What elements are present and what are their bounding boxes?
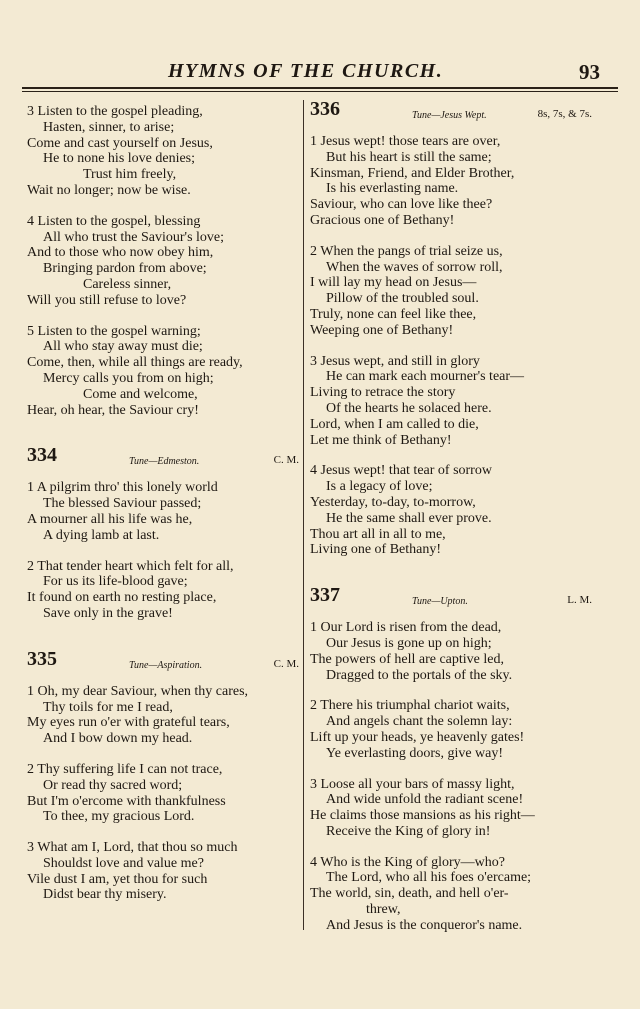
hymn-heading xyxy=(310,584,592,612)
verse-spacer xyxy=(27,418,299,450)
verse-spacer xyxy=(27,622,299,654)
hymn-line: Lift up your heads, ye heavenly gates! xyxy=(310,729,525,745)
column-divider xyxy=(303,100,304,930)
verse xyxy=(310,855,592,934)
hymn-line: Or read thy sacred word; xyxy=(43,777,183,793)
hymn-line: 2 When the pangs of trial seize us, xyxy=(310,243,503,259)
hymn-line: Trust him freely, xyxy=(83,167,177,183)
verse xyxy=(310,244,592,339)
hymn-line: All who trust the Saviour's love; xyxy=(43,229,225,245)
verse xyxy=(310,620,592,683)
hymn-line: 4 Who is the King of glory—who? xyxy=(310,854,505,870)
verse xyxy=(27,684,299,747)
hymn-line: Save only in the grave! xyxy=(43,605,173,621)
hymn-line: Wait no longer; now be wise. xyxy=(27,182,191,198)
page-header xyxy=(0,60,640,90)
hymn-line: Hear, oh hear, the Saviour cry! xyxy=(27,402,199,418)
hymn-line: The powers of hell are captive led, xyxy=(310,651,504,667)
hymn-heading xyxy=(27,647,299,676)
hymn-line: 2 There his triumphal chariot waits, xyxy=(310,698,510,714)
right-column xyxy=(310,98,592,934)
hymn-number: 337 xyxy=(310,584,340,607)
verse xyxy=(27,214,299,309)
verse-spacer xyxy=(27,825,299,840)
tune-name: Tune—Edmeston. xyxy=(129,456,200,468)
hymn-number: 335 xyxy=(27,647,57,670)
hymn-line: 3 Listen to the gospel pleading, xyxy=(27,104,203,119)
meter-label: C. M. xyxy=(273,657,299,670)
tune-name: Tune—Jesus Wept. xyxy=(412,110,487,121)
hymn-line: And to those who now obey him, xyxy=(27,245,214,261)
hymn-line: threw, xyxy=(366,902,401,918)
hymn-line: Living one of Bethany! xyxy=(310,542,442,558)
hymn-line: My eyes run o'er with grateful tears, xyxy=(27,715,230,731)
hymn-line: To thee, my gracious Lord. xyxy=(43,809,195,825)
hymn-number: 334 xyxy=(27,444,57,467)
hymn-line: 1 Jesus wept! those tears are over, xyxy=(310,134,501,149)
hymn-line: The Lord, who all his foes o'ercame; xyxy=(326,870,532,886)
hymn-line: Receive the King of glory in! xyxy=(326,823,491,839)
hymn-line: Yesterday, to-day, to-morrow, xyxy=(310,494,476,510)
hymn-line: Bringing pardon from above; xyxy=(43,261,207,277)
hymn-line: He to none his love denies; xyxy=(43,151,196,167)
hymn-number: 336 xyxy=(310,98,340,120)
page-number: 93 xyxy=(579,60,600,84)
hymn-line: Is his everlasting name. xyxy=(326,181,459,197)
hymn-line: And I bow down my head. xyxy=(43,731,193,747)
hymn-line: But I'm o'ercome with thankfulness xyxy=(27,793,226,809)
hymn-line: Will you still refuse to love? xyxy=(27,292,187,308)
tune-name: Tune—Aspiration. xyxy=(129,659,203,671)
verse xyxy=(27,762,299,825)
tune-name: Tune—Upton. xyxy=(412,596,468,608)
hymn-line: 5 Listen to the gospel warning; xyxy=(27,323,201,339)
hymn-line: He can mark each mourner's tear— xyxy=(326,369,525,385)
verse xyxy=(27,480,299,543)
hymn-line: Gracious one of Bethany! xyxy=(310,212,455,228)
hymn-line: Living to retrace the story xyxy=(310,385,456,401)
hymn-line: Of the hearts he solaced here. xyxy=(326,400,492,416)
hymn-line: 1 A pilgrim thro' this lonely world xyxy=(27,480,218,496)
hymn-line: Come, then, while all things are ready, xyxy=(27,355,243,371)
hymn-line: A dying lamb at last. xyxy=(43,527,160,543)
hymn-line: When the waves of sorrow roll, xyxy=(326,259,503,275)
verse xyxy=(310,354,592,449)
meter-label: 8s, 7s, & 7s. xyxy=(537,108,592,120)
hymn-heading xyxy=(310,98,592,126)
hymn-line: A mourner all his life was he, xyxy=(27,511,193,527)
hymn-line: 4 Listen to the gospel, blessing xyxy=(27,213,201,229)
hymn-line: Let me think of Bethany! xyxy=(310,432,452,448)
hymn-line: Lord, when I am called to die, xyxy=(310,416,479,432)
verse xyxy=(27,559,299,622)
hymn-line: 4 Jesus wept! that tear of sorrow xyxy=(310,463,492,479)
hymn-line: The world, sin, death, and hell o'er- xyxy=(310,886,509,902)
hymn-line: 1 Our Lord is risen from the dead, xyxy=(310,620,502,636)
hymn-line: All who stay away must die; xyxy=(43,339,203,355)
hymn-line: Kinsman, Friend, and Elder Brother, xyxy=(310,165,515,181)
hymn-line: I will lay my head on Jesus— xyxy=(310,275,477,291)
header-rule-thin xyxy=(22,91,618,92)
verse xyxy=(310,777,592,840)
hymn-line: Didst bear thy misery. xyxy=(43,887,167,903)
verse xyxy=(310,698,592,761)
verse-spacer xyxy=(310,840,592,855)
hymn-line: Saviour, who can love like thee? xyxy=(310,197,493,213)
verse-spacer xyxy=(310,229,592,244)
meter-label: C. M. xyxy=(273,454,299,467)
hymn-line: The blessed Saviour passed; xyxy=(43,496,202,512)
hymn-line: 1 Oh, my dear Saviour, when thy cares, xyxy=(27,683,249,699)
running-title: HYMNS OF THE CHURCH. xyxy=(168,60,444,82)
verse-spacer xyxy=(27,309,299,324)
hymn-line: It found on earth no resting place, xyxy=(27,590,217,606)
meter-label: L. M. xyxy=(567,594,592,607)
verse-spacer xyxy=(27,747,299,762)
verse xyxy=(27,104,299,199)
hymn-line: But his heart is still the same; xyxy=(326,149,492,165)
hymn-line: Our Jesus is gone up on high; xyxy=(326,635,492,651)
hymn-line: 2 That tender heart which felt for all, xyxy=(27,558,234,574)
verse-spacer xyxy=(27,199,299,214)
verse-spacer xyxy=(310,339,592,354)
verse xyxy=(310,463,592,558)
hymn-line: 3 Jesus wept, and still in glory xyxy=(310,353,480,369)
hymn-line: Come and welcome, xyxy=(83,386,198,402)
hymn-line: Careless sinner, xyxy=(83,276,172,292)
hymn-line: He claims those mansions as his right— xyxy=(310,808,535,824)
hymn-line: For us its life-blood gave; xyxy=(43,574,188,590)
hymn-line: 2 Thy suffering life I can not trace, xyxy=(27,761,223,777)
verse-spacer xyxy=(310,448,592,463)
hymn-line: Shouldst love and value me? xyxy=(43,855,204,871)
verse-spacer xyxy=(310,762,592,777)
hymn-line: Is a legacy of love; xyxy=(326,479,433,495)
hymn-line: And Jesus is the conqueror's name. xyxy=(326,917,523,933)
hymn-line: Weeping one of Bethany! xyxy=(310,322,454,338)
verse-spacer xyxy=(310,683,592,698)
verse-spacer xyxy=(27,544,299,559)
hymn-line: Hasten, sinner, to arise; xyxy=(43,119,175,135)
hymn-line: 3 What am I, Lord, that thou so much xyxy=(27,840,238,856)
hymn-line: He the same shall ever prove. xyxy=(326,510,492,526)
hymn-line: Dragged to the portals of the sky. xyxy=(326,667,513,683)
hymn-line: Vile dust I am, yet thou for such xyxy=(27,871,208,887)
hymn-line: And wide unfold the radiant scene! xyxy=(326,792,524,808)
hymn-line: Come and cast yourself on Jesus, xyxy=(27,135,213,151)
hymn-line: Ye everlasting doors, give way! xyxy=(326,745,504,761)
hymn-line: Thy toils for me I read, xyxy=(43,699,173,715)
hymn-line: Mercy calls you from on high; xyxy=(43,370,214,386)
hymn-line: And angels chant the solemn lay: xyxy=(326,714,513,730)
verse xyxy=(310,134,592,229)
header-rule xyxy=(22,87,618,89)
hymn-line: Truly, none can feel like thee, xyxy=(310,306,477,322)
left-column xyxy=(27,104,299,903)
verse xyxy=(27,840,299,903)
hymn-line: Thou art all in all to me, xyxy=(310,526,446,542)
hymn-line: 3 Loose all your bars of massy light, xyxy=(310,776,515,792)
hymn-line: Pillow of the troubled soul. xyxy=(326,291,479,307)
verse xyxy=(27,324,299,419)
verse-spacer xyxy=(310,558,592,590)
hymn-heading xyxy=(27,444,299,472)
